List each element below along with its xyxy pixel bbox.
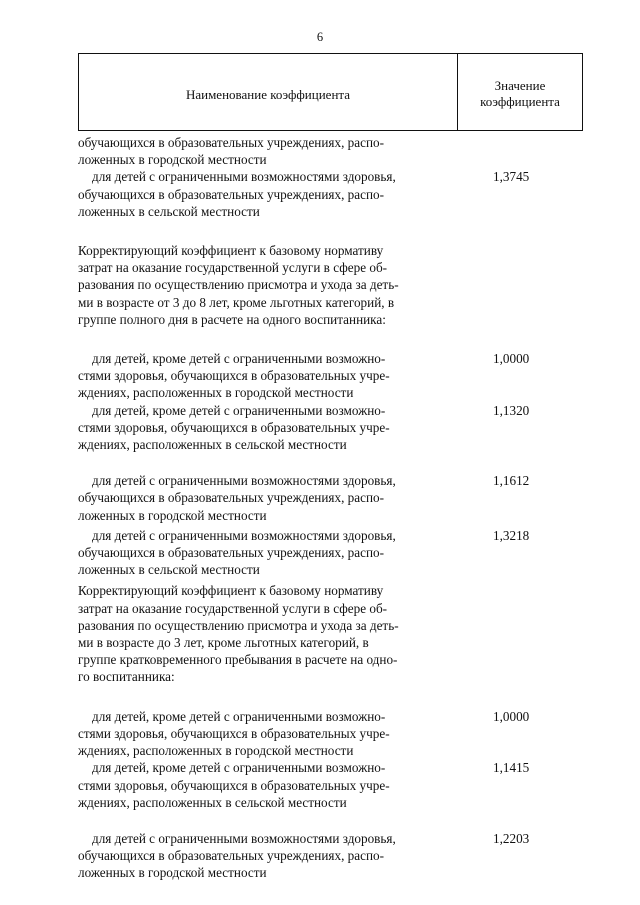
coefficient-value: 1,3745 (493, 169, 530, 185)
coefficient-name: для детей с ограниченными возможностями здоровья, обучающихся в образовательных учреждениях, распо- ложенных в городской местности (78, 830, 396, 881)
table-row (78, 350, 583, 402)
coefficient-name: обучающихся в образовательных учреждениях, распо- ложенных в городской местности (78, 135, 385, 168)
coefficient-name: для детей с ограниченными возможностями здоровья, обучающихся в образовательных учреждениях, распо- ложенных в городской местности (78, 473, 396, 523)
coefficient-name: для детей, кроме детей с ограниченными возможно- стями здоровья, обучающихся в образовательных учре- ждениях, расположенных в городской местности (78, 351, 390, 401)
coefficient-value: 1,0000 (493, 708, 530, 724)
coefficient-value: 1,3218 (493, 527, 530, 543)
coefficient-name: для детей, кроме детей с ограниченными возможно- стями здоровья, обучающихся в образовательных учре- ждениях, расположенных в городской местности (78, 708, 390, 759)
coefficient-value: 1,1612 (493, 473, 530, 489)
table-body (78, 134, 583, 882)
coefficient-value: 1,1415 (493, 760, 530, 776)
table-row (78, 708, 583, 760)
table-row (78, 472, 583, 524)
table-header (78, 53, 583, 131)
coefficient-value: 1,2203 (493, 830, 530, 846)
table-row (78, 134, 583, 168)
table-row (78, 830, 583, 882)
coefficient-group-heading: Корректирующий коэффициент к базовому нормативу затрат на оказание государственной услуги в сфере об- разования по осуществлению присмотра и ухода за деть- ми в возрасте от 3 до 8 лет, кроме льготных категорий, в группе полного дня в расчете на одного воспитанника: (78, 243, 399, 327)
coefficient-name: для детей, кроме детей с ограниченными возможно- стями здоровья, обучающихся в образовательных учре- ждениях, расположенных в сельской местности (78, 402, 390, 453)
table-row (78, 242, 583, 328)
table-row (78, 582, 583, 685)
coefficient-value (453, 134, 583, 168)
coefficient-group-heading: Корректирующий коэффициент к базовому нормативу затрат на оказание государственной услуги в сфере об- разования по осуществлению присмотра и ухода за деть- ми в возрасте до 3 лет, кроме льготных категорий, в группе кратковременного пребывания в расчете на одно- го воспитанника: (78, 583, 399, 685)
coefficient-name: для детей с ограниченными возможностями здоровья, обучающихся в образовательных учреждениях, распо- ложенных в сельской местности (78, 169, 396, 219)
table-row (78, 402, 583, 454)
coefficient-name: для детей с ограниченными возможностями здоровья, обучающихся в образовательных учреждениях, распо- ложенных в сельской местности (78, 527, 396, 578)
table-row (78, 527, 583, 579)
coefficient-name: для детей, кроме детей с ограниченными возможно- стями здоровья, обучающихся в образовательных учре- ждениях, расположенных в сельской местности (78, 760, 390, 810)
header-coefficient-name: Наименование коэффициента (79, 54, 458, 130)
coefficient-value (453, 582, 583, 685)
table-row (78, 168, 583, 220)
table-row (78, 759, 583, 811)
coefficients-table (78, 53, 583, 882)
header-value-line2: коэффициента (480, 94, 560, 109)
coefficient-value: 1,0000 (493, 351, 530, 367)
header-coefficient-value (458, 54, 582, 130)
header-value-line1: Значение (494, 78, 546, 93)
coefficient-value: 1,1320 (493, 402, 530, 418)
coefficient-value (453, 242, 583, 328)
page-number: 6 (316, 30, 324, 44)
